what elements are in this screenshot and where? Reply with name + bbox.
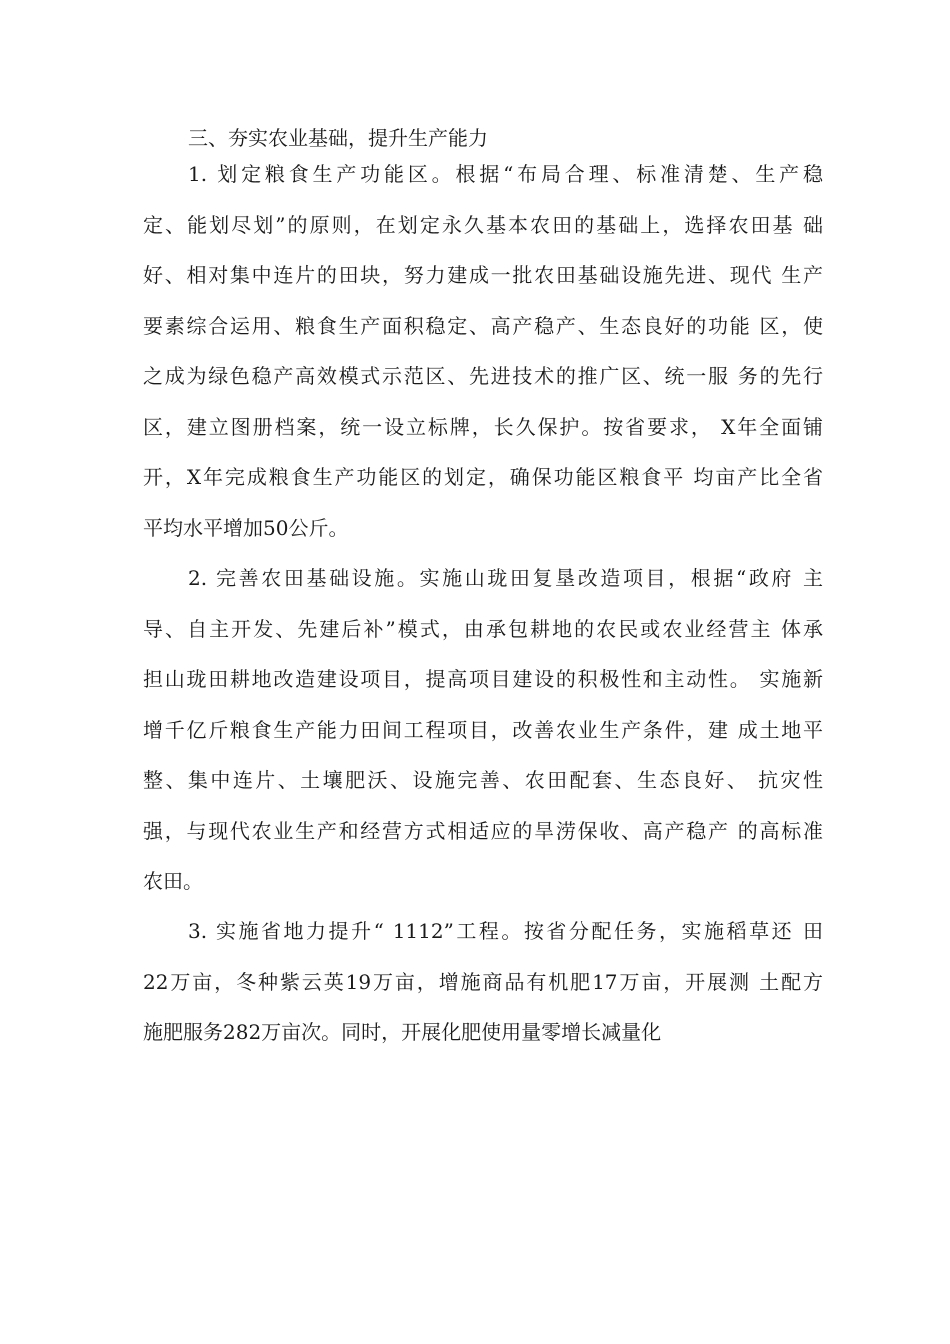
paragraph-line: 施肥服务282万亩次。同时，开展化肥使用量零增长减量化 [143, 1020, 662, 1044]
paragraph-1 [143, 149, 823, 553]
paragraph-line: 1. 划定粮食生产功能区。根据“布局合理、标准清楚、生产稳 [188, 162, 823, 186]
paragraph-line: 区，建立图册档案，统一设立标牌，长久保护。按省要求， X年全面铺 [143, 414, 823, 439]
paragraph-line: 整、集中连片、土壤肥沃、设施完善、农田配套、生态良好、 抗灾性 [143, 768, 823, 792]
paragraph-line: 定、能划尽划”的原则，在划定永久基本农田的基础上，选择农田基 础 [143, 212, 823, 237]
section-heading: 三、夯实农业基础，提升生产能力 [188, 126, 488, 150]
paragraph-2 [143, 553, 823, 907]
paragraph-line: 好、相对集中连片的田块，努力建成一批农田基础设施先进、现代 生产 [143, 263, 823, 287]
paragraph-line: 3. 实施省地力提升“ 1112”工程。按省分配任务，实施稻草还 田 [188, 919, 823, 943]
paragraph-line: 2. 完善农田基础设施。实施山珑田复垦改造项目，根据“政府 主 [188, 566, 823, 590]
paragraph-line: 担山珑田耕地改造建设项目，提高项目建设的积极性和主动性。 实施新 [143, 667, 823, 691]
paragraph-line: 增千亿斤粮食生产能力田间工程项目，改善农业生产条件，建 成土地平 [143, 717, 823, 742]
paragraph-line: 22万亩，冬种紫云英19万亩，增施商品有机肥17万亩，开展测 土配方 [143, 969, 823, 994]
paragraph-3 [143, 906, 823, 1058]
paragraph-line: 要素综合运用、粮食生产面积稳定、高产稳产、生态良好的功能 区，使 [143, 313, 823, 338]
paragraph-line: 之成为绿色稳产高效模式示范区、先进技术的推广区、统一服 务的先行 [143, 364, 823, 388]
paragraph-line: 导、自主开发、先建后补”模式，由承包耕地的农民或农业经营主 体承 [143, 616, 823, 641]
paragraph-line: 农田。 [143, 869, 203, 893]
paragraph-line: 强，与现代农业生产和经营方式相适应的旱涝保收、高产稳产 的高标准 [143, 818, 823, 843]
paragraph-line: 平均水平增加50公斤。 [143, 515, 349, 540]
paragraph-line: 开，X年完成粮食生产功能区的划定，确保功能区粮食平 均亩产比全省 [143, 465, 823, 489]
